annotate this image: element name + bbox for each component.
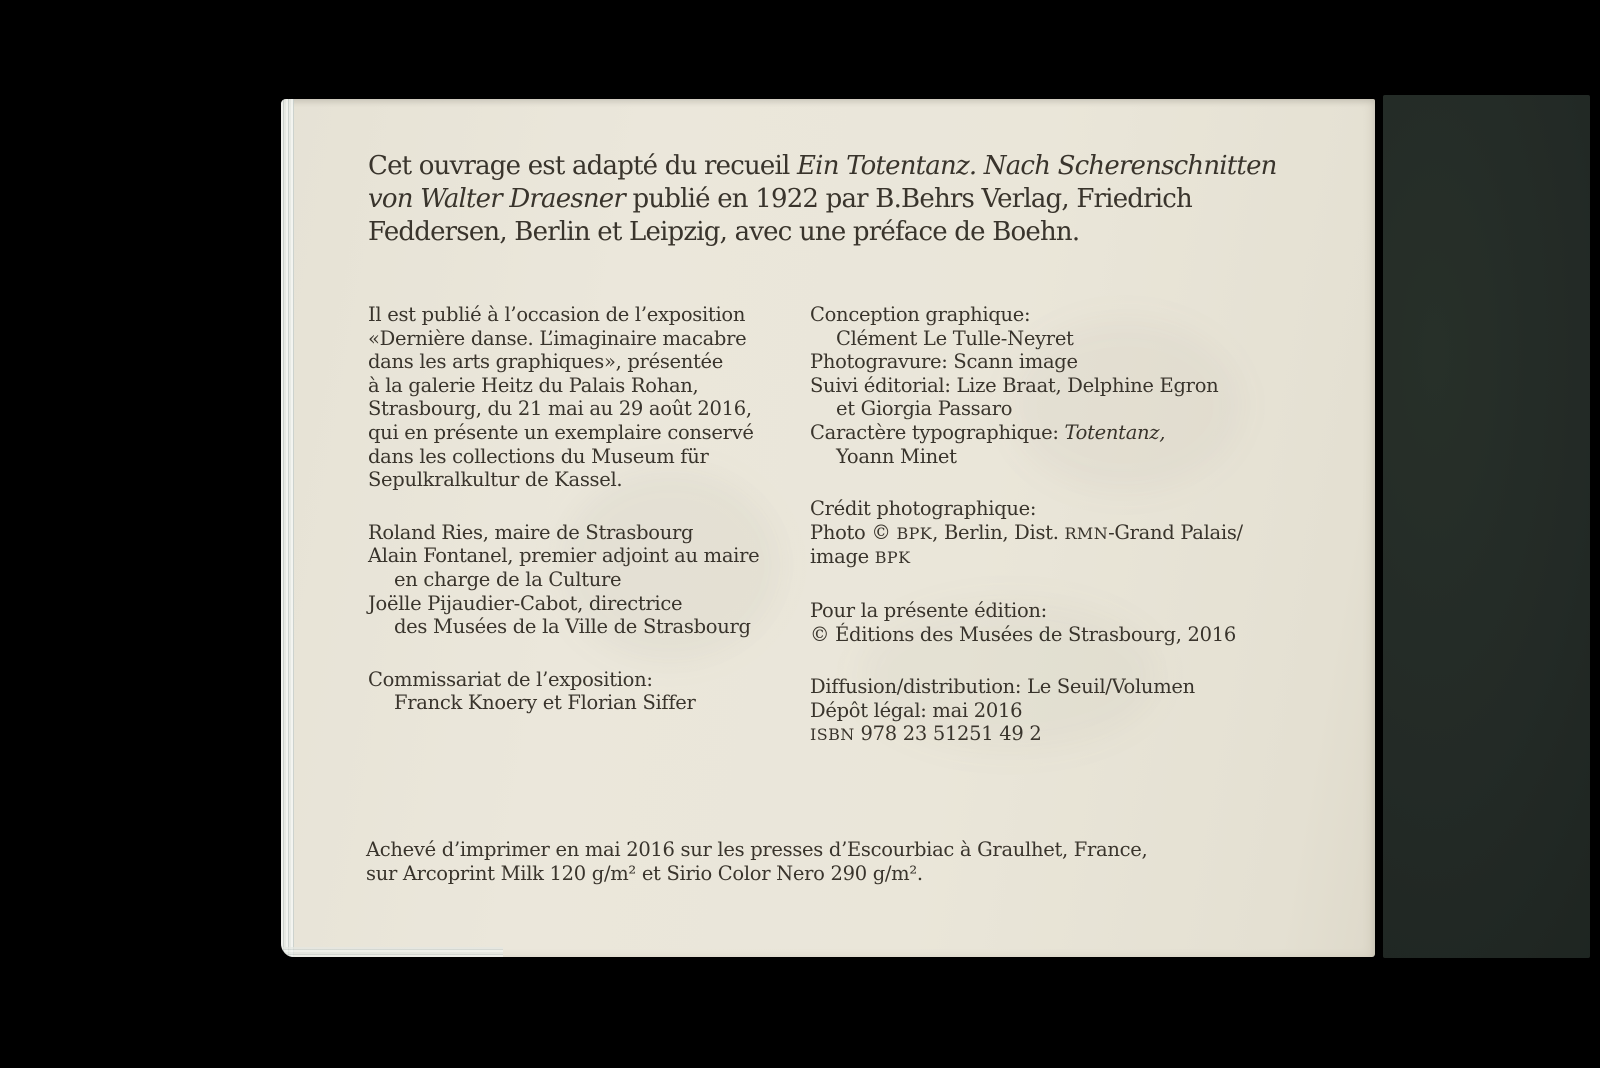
credits-paragraph xyxy=(810,497,1250,570)
text-run: publié en 1922 par B.Behrs Verlag, Friedrich xyxy=(625,184,1192,214)
text-line xyxy=(810,497,1250,521)
text-line xyxy=(810,545,1250,570)
text-line xyxy=(810,699,1250,723)
text-line xyxy=(368,521,808,545)
text-run: à la galerie Heitz du Palais Rohan, xyxy=(368,373,699,397)
italic-text-run: Totentanz, xyxy=(1064,420,1166,444)
credits-paragraph xyxy=(368,303,808,492)
text-line xyxy=(368,615,808,639)
italic-text-run: Ein Totentanz. Nach Scherenschnitten xyxy=(797,151,1277,181)
text-run: Sepulkralkultur de Kassel. xyxy=(368,468,623,492)
text-line xyxy=(810,303,1250,327)
text-run: qui en présente un exemplaire conservé xyxy=(368,420,754,444)
text-line xyxy=(810,623,1250,647)
text-line xyxy=(810,599,1250,623)
smallcaps-text-run: BPK xyxy=(874,548,911,568)
text-run: Franck Knoery et Florian Siffer xyxy=(394,691,696,715)
text-run: Joëlle Pijaudier-Cabot, directrice xyxy=(368,591,683,615)
printer-colophon xyxy=(366,838,1146,886)
text-line xyxy=(810,350,1250,374)
text-run: Conception graphique: xyxy=(810,303,1031,326)
text-run: des Musées de la Ville de Strasbourg xyxy=(394,615,751,639)
text-run: Caractère typographique: xyxy=(810,420,1065,444)
credits-paragraph xyxy=(810,303,1250,468)
text-run: Suivi éditorial: Lize Braat, Delphine Egron xyxy=(810,373,1219,397)
text-line xyxy=(368,544,808,568)
text-line xyxy=(810,722,1250,747)
text-run: image xyxy=(810,545,875,569)
text-line xyxy=(368,691,808,715)
text-run: Feddersen, Berlin et Leipzig, avec une préface de Boehn. xyxy=(368,217,1080,247)
text-line xyxy=(810,374,1250,398)
text-line xyxy=(810,397,1250,421)
text-line xyxy=(810,421,1250,445)
text-run: Il est publié à l’occasion de l’exposition xyxy=(368,303,746,326)
text-line xyxy=(810,675,1250,699)
text-run: Commissariat de l’exposition: xyxy=(368,667,653,691)
text-run: Crédit photographique: xyxy=(810,497,1037,521)
text-line xyxy=(368,568,808,592)
text-run: sur Arcoprint Milk 120 g/m² et Sirio Color Nero 290 g/m². xyxy=(366,862,923,885)
text-line xyxy=(368,468,808,492)
credits-paragraph xyxy=(810,675,1250,747)
text-run: Clément Le Tulle-Neyret xyxy=(836,326,1074,350)
text-line xyxy=(366,862,1146,886)
text-run: Diffusion/distribution: Le Seuil/Volumen xyxy=(810,675,1195,699)
text-line xyxy=(368,327,808,351)
text-run: «Dernière danse. L’imaginaire macabre xyxy=(368,326,747,350)
smallcaps-text-run: RMN xyxy=(1064,523,1109,543)
text-line xyxy=(368,668,808,692)
text-run: Strasbourg, du 21 mai au 29 août 2016, xyxy=(368,397,752,421)
text-run: Dépôt légal: mai 2016 xyxy=(810,698,1023,722)
text-line xyxy=(368,421,808,445)
text-line xyxy=(368,350,808,374)
text-line xyxy=(810,445,1250,469)
credits-paragraph xyxy=(368,521,808,639)
text-line xyxy=(368,592,808,616)
text-line xyxy=(810,521,1250,546)
text-run: , Berlin, Dist. xyxy=(932,520,1065,544)
book-facing-dark-page xyxy=(1383,95,1590,958)
text-run: -Grand Palais/ xyxy=(1108,520,1243,544)
italic-text-run: von Walter Draesner xyxy=(368,184,626,214)
text-run: en charge de la Culture xyxy=(394,567,622,591)
smallcaps-text-run: ISBN xyxy=(810,725,855,745)
text-run: Alain Fontanel, premier adjoint au maire xyxy=(368,544,760,568)
text-line xyxy=(810,327,1250,351)
text-line xyxy=(368,397,808,421)
text-run: dans les collections du Museum für xyxy=(368,444,709,468)
intro-paragraph xyxy=(368,150,1277,249)
text-line xyxy=(368,374,808,398)
text-line xyxy=(366,838,1146,862)
credits-left-column xyxy=(368,303,808,715)
text-run: Photo © xyxy=(810,520,897,544)
credits-right-column xyxy=(810,303,1250,747)
page-stack-edge-left xyxy=(281,99,294,957)
text-run: © Éditions des Musées de Strasbourg, 2016 xyxy=(810,622,1236,646)
text-run: Cet ouvrage est adapté du recueil xyxy=(368,151,797,181)
text-run: Roland Ries, maire de Strasbourg xyxy=(368,520,694,544)
text-run: Photogravure: Scann image xyxy=(810,350,1078,374)
text-run: Achevé d’imprimer en mai 2016 sur les presses d’Escourbiac à Graulhet, France, xyxy=(366,838,1148,861)
text-line xyxy=(368,150,1277,183)
text-line xyxy=(368,183,1228,216)
smallcaps-text-run: BPK xyxy=(896,523,933,543)
text-run: Yoann Minet xyxy=(836,444,957,468)
text-run: 978 23 51251 49 2 xyxy=(854,722,1042,746)
text-line xyxy=(368,216,1228,249)
text-run: dans les arts graphiques», présentée xyxy=(368,350,724,374)
text-line xyxy=(368,303,808,327)
credits-paragraph xyxy=(368,668,808,715)
text-run: Pour la présente édition: xyxy=(810,598,1047,622)
text-line xyxy=(368,445,808,469)
credits-paragraph xyxy=(810,599,1250,646)
text-run: et Giorgia Passaro xyxy=(836,397,1013,421)
page-stack-edge-bottom xyxy=(283,947,503,957)
